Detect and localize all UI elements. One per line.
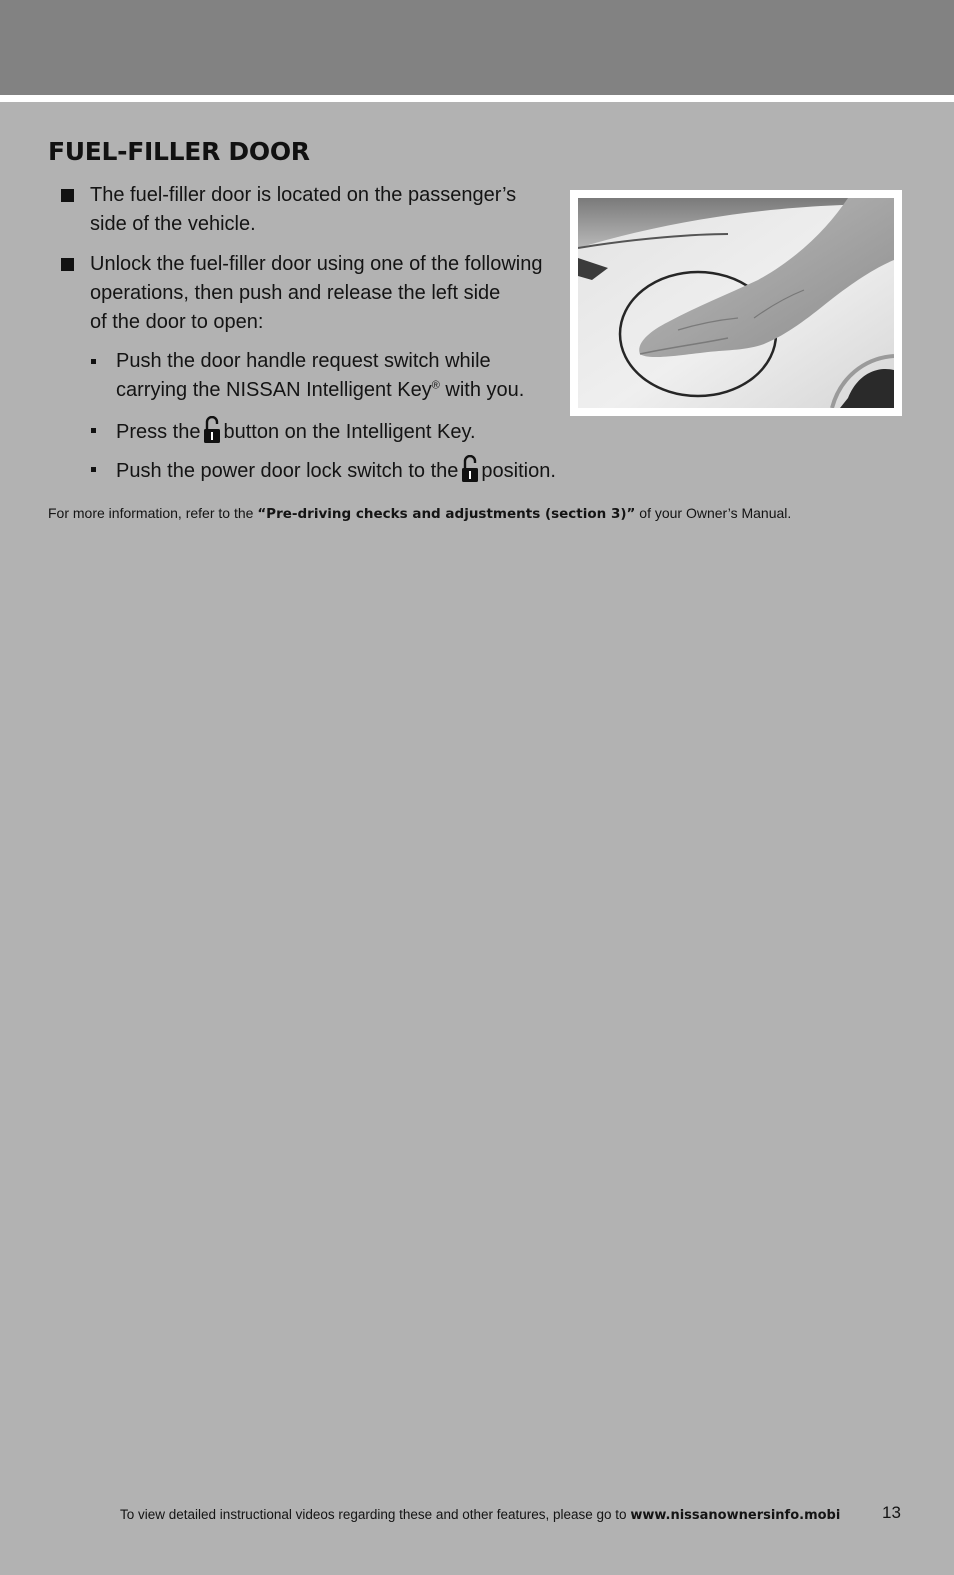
sub-bullet-text: with you. [439,379,525,401]
footer-text [120,1507,840,1523]
sub-bullet-line: Push the door handle request switch while [116,350,491,372]
bullet-item [90,250,560,337]
manual-section-reference: “Pre-driving checks and adjustments (section 3)” [257,506,636,522]
sub-bullet-text: carrying the NISSAN Intelligent Key [116,379,432,401]
sub-bullet-item [116,416,566,447]
footer-prefix: To view detailed instructional videos regarding these and other features, please go to [120,1507,631,1522]
small-bullet-icon [91,467,96,472]
sub-bullet-text: position. [481,460,556,482]
sub-bullet-text: button on the Intelligent Key. [223,421,476,443]
bullet-line: side of the vehicle. [90,213,256,235]
bullet-item [90,181,560,239]
bullet-line: of the door to open: [90,311,264,333]
sub-bullet-item [116,347,566,405]
page-number: 13 [882,1503,901,1522]
bullet-line: The fuel-filler door is located on the passenger’s [90,184,517,206]
footer-url: www.nissanownersinfo.mobi [630,1508,841,1523]
small-bullet-icon [91,359,96,364]
square-bullet-icon [61,258,74,271]
fuel-door-illustration [578,198,894,408]
header-divider [0,95,954,102]
sub-bullet-text: Press the [116,421,201,443]
reference-note [48,505,791,522]
sub-bullet-item [116,455,566,486]
small-bullet-icon [91,428,96,433]
unlock-icon [203,416,221,444]
header-band [0,0,954,95]
sub-bullet-line [116,376,566,405]
bullet-line: operations, then push and release the left side [90,282,501,304]
registered-mark: ® [431,379,440,392]
photo-frame [570,190,902,416]
page-title: FUEL-FILLER DOOR [48,137,310,166]
note-text: of your Owner’s Manual. [635,505,792,521]
square-bullet-icon [61,189,74,202]
note-text: For more information, refer to the [48,505,258,521]
bullet-line: Unlock the fuel-filler door using one of the following [90,253,543,275]
fuel-door-photo [578,198,894,408]
sub-bullet-text: Push the power door lock switch to the [116,460,459,482]
unlock-icon [461,455,479,483]
